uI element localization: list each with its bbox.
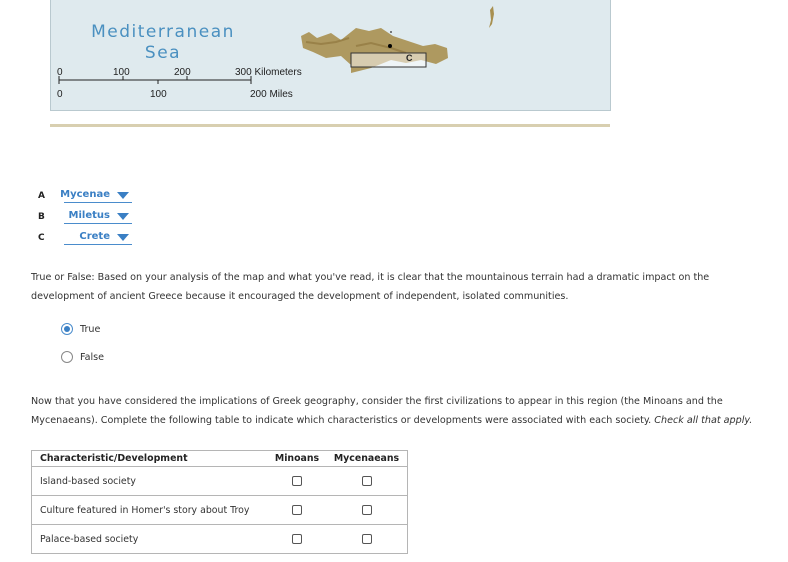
scale-km-0: 0 xyxy=(57,67,63,78)
divider xyxy=(50,124,610,127)
scale-mi-100: 100 xyxy=(150,89,167,100)
checkbox-palace-minoans[interactable] xyxy=(292,534,302,544)
islet xyxy=(489,6,494,28)
caret-down-icon xyxy=(117,192,129,199)
sea-label-line2: Sea xyxy=(144,43,182,63)
radio-true[interactable] xyxy=(61,323,73,335)
caret-down-icon xyxy=(117,213,129,220)
caret-down-icon xyxy=(117,234,129,241)
row-letter-c: C xyxy=(38,233,45,243)
checkbox-troy-mycenaeans[interactable] xyxy=(362,505,372,515)
dropdown-b[interactable] xyxy=(64,210,132,224)
radio-true-label[interactable]: True xyxy=(80,324,101,335)
table-row xyxy=(32,525,408,554)
row-label-troy: Culture featured in Homer's story about Troy xyxy=(32,496,269,525)
dropdown-c[interactable] xyxy=(64,231,132,245)
row-letter-b: B xyxy=(38,212,45,222)
radio-false-label[interactable]: False xyxy=(80,352,105,363)
crete-answer-box xyxy=(351,53,426,67)
scale-mi-0: 0 xyxy=(57,89,63,100)
dropdown-a-value: Mycenae xyxy=(60,189,110,200)
header-mycenaeans: Mycenaeans xyxy=(326,451,408,467)
checkbox-island-mycenaeans[interactable] xyxy=(362,476,372,486)
scale-km-300: 300 Kilometers xyxy=(235,67,302,78)
knossos-dot xyxy=(388,44,392,48)
scale-km-100: 100 xyxy=(113,67,130,78)
dropdown-a[interactable] xyxy=(60,189,132,203)
header-minoans: Minoans xyxy=(268,451,326,467)
scale-km-200: 200 xyxy=(174,67,191,78)
question2-line1: Now that you have considered the implications of Greek geography, consider the first civilizations to appear in this region (the Minoans and the xyxy=(31,396,723,407)
map-graphics xyxy=(51,0,610,110)
sea-label-line1: Mediterranean xyxy=(91,22,235,42)
table-header-row xyxy=(32,451,408,467)
radio-false[interactable] xyxy=(61,351,73,363)
characteristics-table xyxy=(31,450,408,554)
question1-line1: True or False: Based on your analysis of the map and what you've read, it is clear that the mountainous terrain had a dramatic impact on the xyxy=(31,272,710,283)
scale-mi-200: 200 Miles xyxy=(250,89,293,100)
header-characteristic: Characteristic/Development xyxy=(32,451,269,467)
map-of-greece xyxy=(50,0,611,111)
row-label-palace: Palace-based society xyxy=(32,525,269,554)
checkbox-palace-mycenaeans[interactable] xyxy=(362,534,372,544)
dropdown-c-value: Crete xyxy=(79,231,110,242)
check-all-note: Check all that apply. xyxy=(654,415,753,426)
row-letter-a: A xyxy=(38,191,45,201)
checkbox-island-minoans[interactable] xyxy=(292,476,302,486)
crete-marker-letter: C xyxy=(406,53,413,63)
checkbox-troy-minoans[interactable] xyxy=(292,505,302,515)
table-row xyxy=(32,467,408,496)
table-row xyxy=(32,496,408,525)
question1-line2: development of ancient Greece because it encouraged the development of independent, isolated communities. xyxy=(31,291,569,302)
row-label-island: Island-based society xyxy=(32,467,269,496)
question2-line2 xyxy=(31,411,752,430)
question2-line2-text: Mycenaeans). Complete the following table to indicate which characteristics or developments were associated with each society. xyxy=(31,415,652,426)
dropdown-b-value: Miletus xyxy=(68,210,110,221)
